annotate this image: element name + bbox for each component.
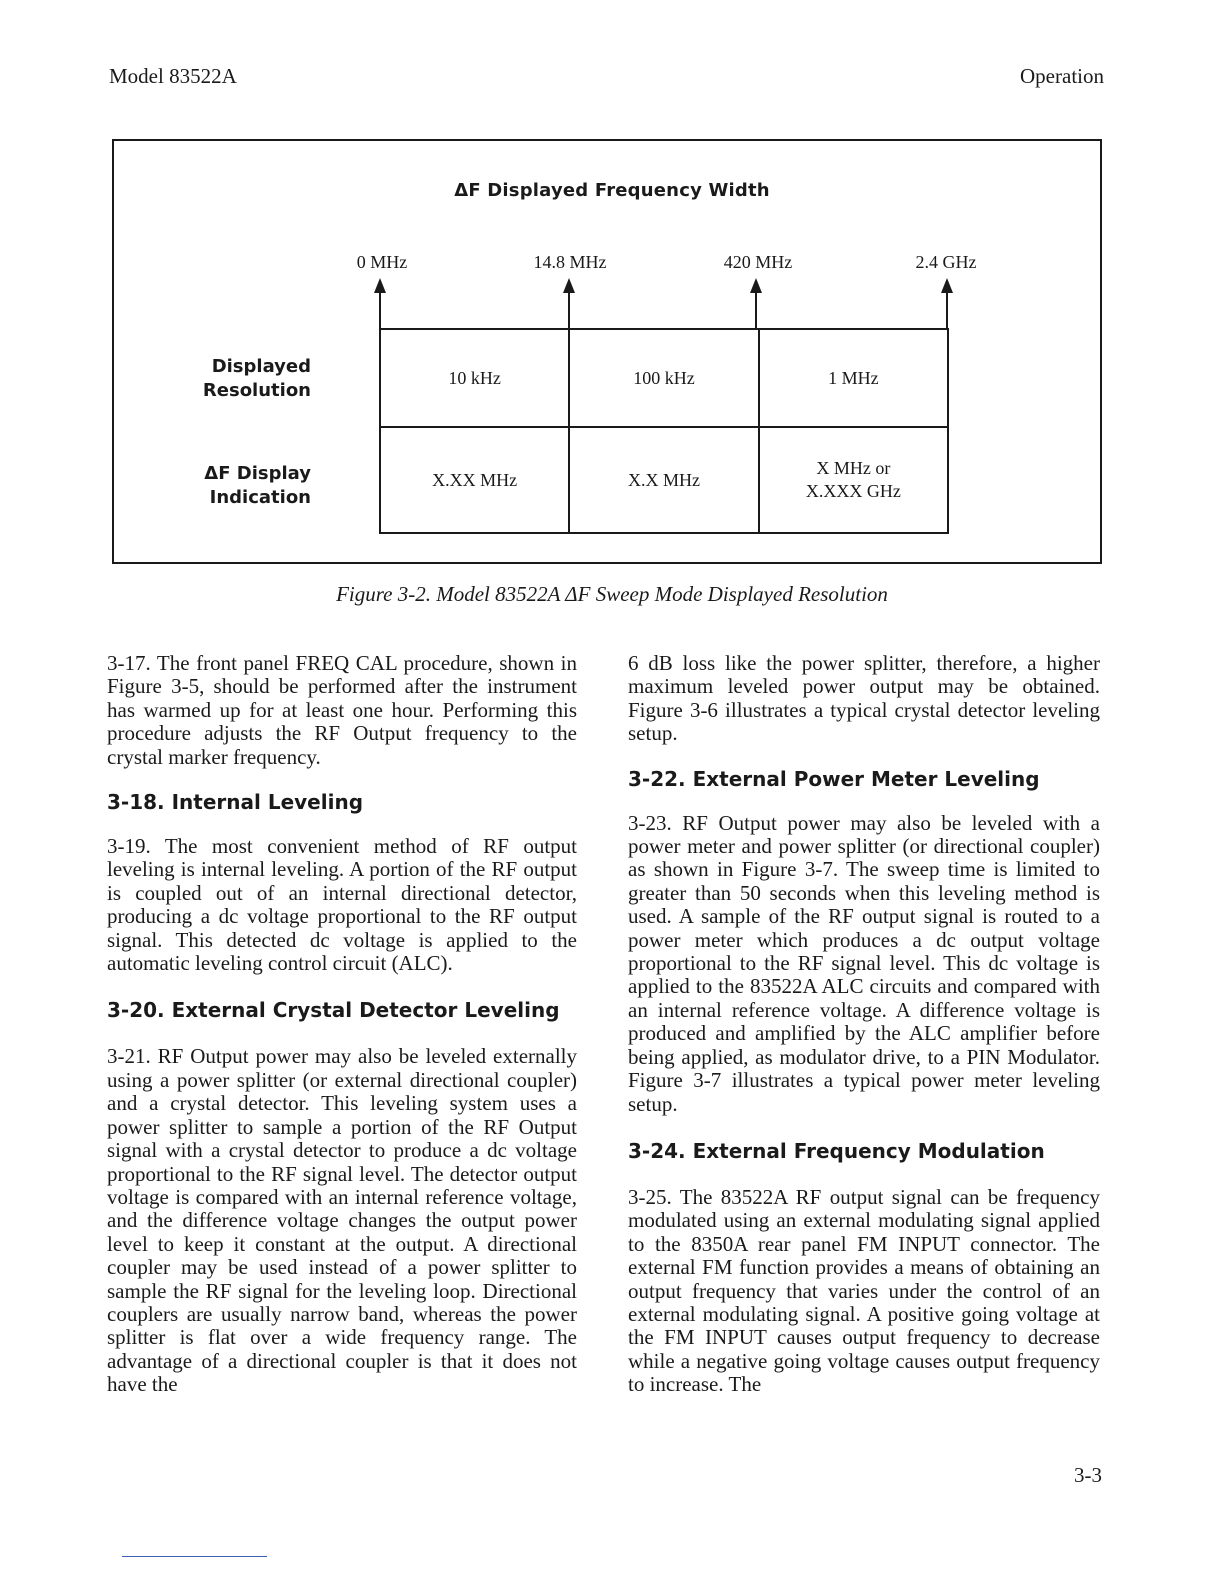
right-column — [628, 652, 1100, 1397]
freq-label-3: 2.4 GHz — [915, 252, 977, 272]
figure-caption: Figure 3-2. Model 83522A ΔF Sweep Mode Displayed Resolution — [336, 582, 888, 606]
paragraph-3-23: 3-23. RF Output power may also be leveled with a power meter and power splitter (or directional coupler) as shown in Figure 3-7. The sweep time is limited to greater than 50 seconds when this leveling method is used. A sample of the RF output signal is routed to a power meter which produces a dc output voltage proportional to the RF signal level. This dc voltage is applied to the 83522A ALC circuits and compared with an internal reference voltage. A difference voltage is produced and amplified by the ALC amplifier before being applied, as modulator drive, to a PIN Modulator. Figure 3-7 illustrates a typical power meter leveling setup. — [628, 810, 1100, 1116]
arrow-up-icon — [941, 278, 953, 293]
arrow-shaft — [379, 292, 381, 330]
paragraph-continued: 6 dB loss like the power splitter, therefore, a higher maximum leveled power output may be obtained. Figure 3-6 illustrates a typical crystal detector leveling setup. — [628, 651, 1100, 746]
indication-cell: X.X MHz — [569, 427, 758, 533]
footer-rule — [122, 1556, 267, 1557]
paragraph-3-21: 3-21. RF Output power may also be leveled externally using a power splitter (or external directional coupler) and a crystal detector. This leveling system uses a power splitter to sample a portion of the RF Output signal with a crystal detector to produce a dc voltage proportional to the RF signal level. The detector output voltage is compared with an internal reference voltage, and the difference voltage changes the output power level to keep it constant at the output. A directional coupler may be used instead of a power splitter to sample the RF signal for the leveling loop. Directional couplers are usually narrow band, whereas the power splitter is flat over a wide frequency range. The advantage of a directional coupler is that it does not have the — [107, 1044, 577, 1397]
freq-label-0: 0 MHz — [356, 252, 408, 272]
arrow-up-icon — [563, 278, 575, 293]
heading-3-24: 3-24. External Frequency Modulation — [628, 1138, 1045, 1163]
indication-line: X MHz or — [816, 458, 891, 478]
row-label-resolution-line2: Resolution — [202, 380, 311, 401]
row-label-indication — [111, 462, 311, 510]
indication-cell: X.XX MHz — [380, 427, 569, 533]
row-label-resolution — [111, 355, 311, 403]
heading-3-22: 3-22. External Power Meter Leveling — [628, 766, 1040, 791]
table-row — [380, 427, 948, 533]
paragraph-3-17: 3-17. The front panel FREQ CAL procedure, shown in Figure 3-5, should be performed after the instrument has warmed up for at least one hour. Performing this procedure adjusts the RF Output frequency to the crystal marker frequency. — [107, 651, 577, 769]
page-number: 3-3 — [1074, 1463, 1102, 1487]
resolution-cell: 100 kHz — [569, 329, 758, 427]
header-model: Model 83522A — [109, 64, 237, 88]
row-label-indication-line1: ΔF Display — [204, 463, 311, 484]
paragraph-3-25: 3-25. The 83522A RF output signal can be frequency modulated using an external modulating signal applied to the 8350A rear panel FM INPUT connector. The external FM function provides a means of obtaining an output frequency that varies under the control of an external modulating signal. A positive going voltage at the FM INPUT causes output frequency to decrease while a negative going voltage causes output frequency to increase. The — [628, 1184, 1100, 1397]
arrow-shaft — [568, 292, 570, 330]
freq-label-1: 14.8 MHz — [533, 252, 607, 272]
arrow-shaft — [946, 292, 948, 330]
paragraph-3-19: 3-19. The most convenient method of RF output leveling is internal leveling. A portion of the RF output is coupled out of an internal directional detector, producing a dc voltage proportional to the RF output signal. This detected dc voltage is applied to the automatic leveling control circuit (ALC). — [107, 834, 577, 976]
freq-label-2: 420 MHz — [723, 252, 793, 272]
row-label-resolution-line1: Displayed — [211, 356, 311, 377]
indication-cell — [759, 427, 948, 533]
resolution-table — [379, 328, 949, 534]
resolution-cell: 10 kHz — [380, 329, 569, 427]
row-label-indication-line2: Indication — [209, 487, 311, 508]
table-row — [380, 329, 948, 427]
figure-title: ΔF Displayed Frequency Width — [454, 180, 770, 201]
heading-3-18: 3-18. Internal Leveling — [107, 790, 364, 815]
arrow-shaft — [755, 292, 757, 330]
header-section: Operation — [1020, 64, 1104, 88]
resolution-cell: 1 MHz — [759, 329, 948, 427]
heading-3-20: 3-20. External Crystal Detector Leveling — [107, 998, 560, 1023]
arrow-up-icon — [750, 278, 762, 293]
arrow-up-icon — [374, 278, 386, 293]
indication-line: X.XXX GHz — [805, 481, 901, 501]
left-column — [107, 652, 577, 1397]
